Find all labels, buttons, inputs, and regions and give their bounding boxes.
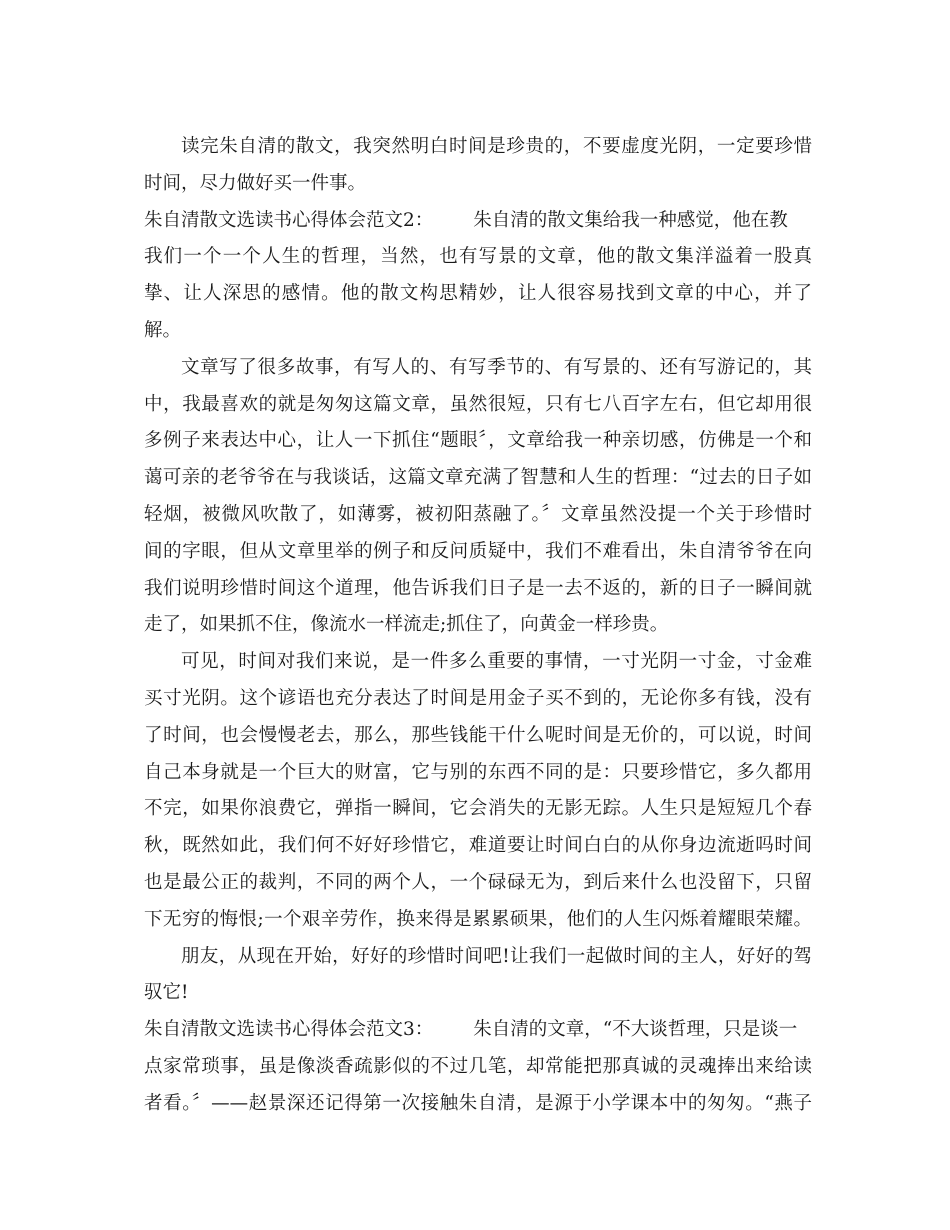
text-line: 走了，如果抓不住，像流水一样流走;抓住了，向黄金一样珍贵。 xyxy=(144,614,669,636)
text-line: 轻烟，被微风吹散了，如薄雾，被初阳蒸融了。〞文章虽然没提一个关于珍惜时 xyxy=(144,503,812,525)
text-line: 下无穷的悔恨;一个艰辛劳作，换来得是累累硕果，他们的人生闪烁着耀眼荣耀。 xyxy=(144,908,812,930)
text-line: 多例子来表达中心，让人一下抓住“题眼〞，文章给我一种亲切感，仿佛是一个和 xyxy=(144,430,812,452)
text-line: 时间，尽力做好买一件事。 xyxy=(144,172,367,194)
text-line: 蔼可亲的老爷爷在与我谈话，这篇文章充满了智慧和人生的哲理：“过去的日子如 xyxy=(144,467,812,489)
text-line: 点家常琐事，虽是像淡香疏影似的不过几笔，却常能把那真诚的灵魂捧出来给读 xyxy=(144,1055,812,1077)
paragraph xyxy=(144,1012,812,1122)
text-line: 不完，如果你浪费它，弹指一瞬间，它会消失的无影无踪。人生只是短短几个春 xyxy=(144,798,812,820)
text-line: 我们一个一个人生的哲理，当然，也有写景的文章，他的散文集洋溢着一股真 xyxy=(144,246,812,268)
paragraph xyxy=(144,939,812,1013)
section-heading: 朱自清散文选读书心得体会范文2： xyxy=(144,209,434,231)
text-line: 中，我最喜欢的就是匆匆这篇文章，虽然很短，只有七八百字左右，但它却用很 xyxy=(144,393,812,415)
paragraph xyxy=(144,644,812,938)
text-line: 挚、让人深思的感情。他的散文构思精妙，让人很容易找到文章的中心，并了 xyxy=(144,283,812,305)
text-fragment: 朱自清的散文集给我一种感觉，他在教 xyxy=(473,209,788,231)
text-line: 我们说明珍惜时间这个道理，他告诉我们日子是一去不返的，新的日子一瞬间就 xyxy=(144,577,812,599)
paragraph xyxy=(144,350,812,644)
text-fragment: 朱自清的文章，“不大谈哲理，只是谈一 xyxy=(473,1019,798,1041)
text-line: 者看。〞——赵景深还记得第一次接触朱自清，是源于小学课本中的匆匆。“燕子 xyxy=(144,1092,812,1114)
text-line: 秋，既然如此，我们何不好好珍惜它，难道要让时间白白的从你身边流逝吗时间 xyxy=(144,835,812,857)
text-line: 了时间，也会慢慢老去，那么，那些钱能干什么呢时间是无价的，可以说，时间 xyxy=(144,724,812,746)
text-line: 读完朱自清的散文，我突然明白时间是珍贵的，不要虚度光阴，一定要珍惜 xyxy=(181,136,812,157)
text-line: 朋友，从现在开始，好好的珍惜时间吧!让我们一起做时间的主人，好好的驾 xyxy=(181,945,812,967)
text-line: 买寸光阴。这个谚语也充分表达了时间是用金子买不到的，无论你多有钱，没有 xyxy=(144,687,812,709)
text-line: 解。 xyxy=(144,319,182,341)
document-body xyxy=(144,129,812,1123)
text-line: 文章写了很多故事，有写人的、有写季节的、有写景的、还有写游记的，其 xyxy=(181,356,812,378)
text-line: 驭它! xyxy=(144,982,189,1004)
paragraph xyxy=(144,203,812,350)
text-line xyxy=(144,1012,812,1049)
text-line xyxy=(144,203,812,240)
paragraph xyxy=(144,129,812,203)
text-line: 间的字眼，但从文章里举的例子和反问质疑中，我们不难看出，朱自清爷爷在向 xyxy=(144,540,812,562)
text-line: 可见，时间对我们来说，是一件多么重要的事情，一寸光阴一寸金，寸金难 xyxy=(181,651,812,673)
section-heading: 朱自清散文选读书心得体会范文3： xyxy=(144,1019,434,1041)
text-line: 自己本身就是一个巨大的财富，它与别的东西不同的是：只要珍惜它，多久都用 xyxy=(144,761,812,783)
text-line: 也是最公正的裁判，不同的两个人，一个碌碌无为，到后来什么也没留下，只留 xyxy=(144,871,812,893)
